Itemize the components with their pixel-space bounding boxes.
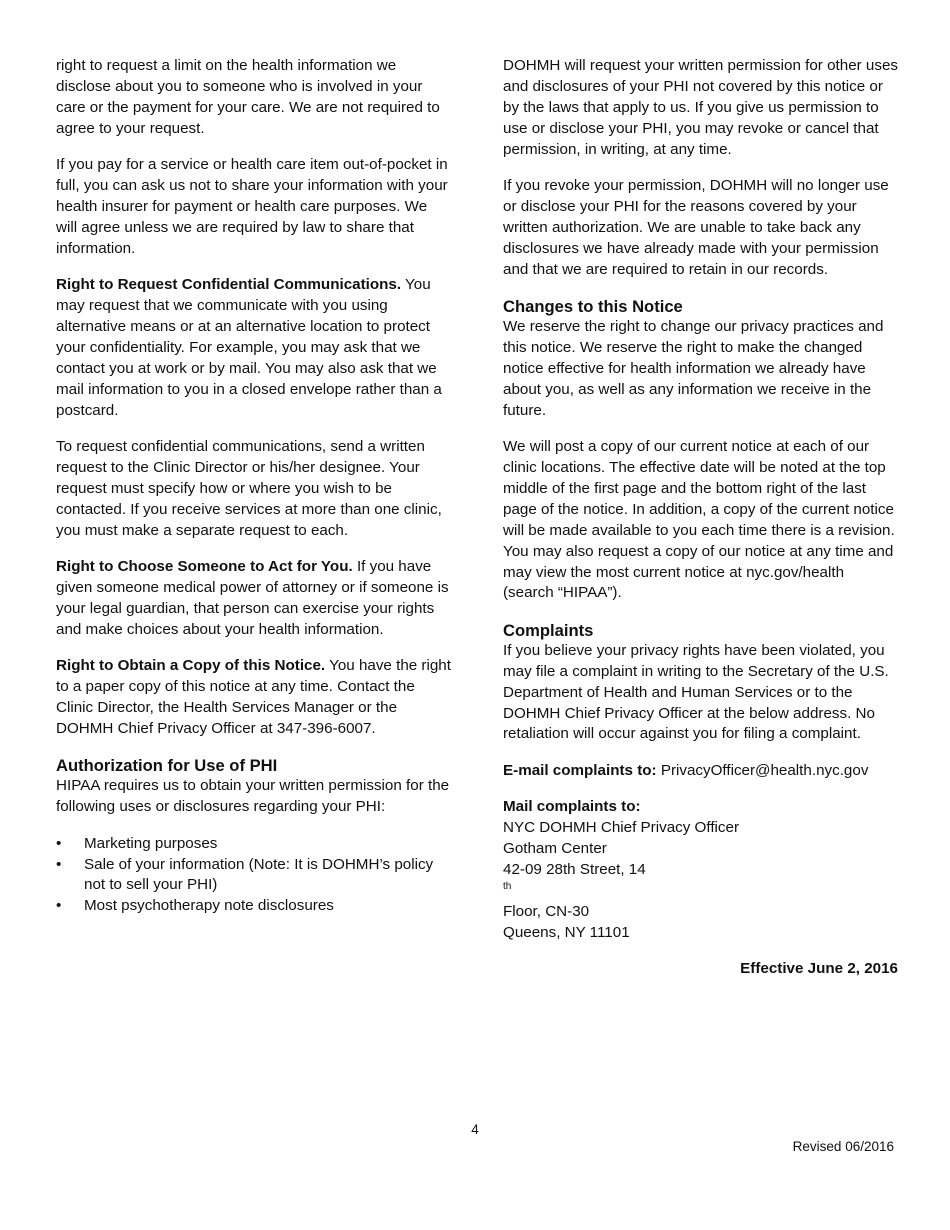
authorization-list xyxy=(56,834,452,918)
authorization-heading: Authorization for Use of PHI xyxy=(56,756,278,776)
authorization-text: HIPAA requires us to obtain your written permission for the following uses or disclosures regarding your PHI: xyxy=(56,777,450,816)
paragraph: We reserve the right to change our privacy practices and this notice. We reserve the right to make the changed notice effective for health information we already have about you, as well as any information we receive in the future. xyxy=(503,318,884,419)
section-text: You have the right to a paper copy of this notice at any time. Contact the Clinic Director, the Health Services Manager or the DOHMH Chief Privacy Officer at 347-396-6007. xyxy=(56,657,451,737)
address-line: Queens, NY 11101 xyxy=(503,923,630,941)
list-item: • Most psychotherapy note disclosures xyxy=(56,896,452,917)
address-line: 42-09 28th Street, 14 $^{th}$ Floor, CN-30 xyxy=(503,861,646,920)
section-text: If you have given someone medical power of attorney or if someone is your legal guardian, that person can exercise your rights and make choices about your health information. xyxy=(56,558,449,638)
choose-someone-section xyxy=(56,557,452,641)
address-line: NYC DOHMH Chief Privacy Officer xyxy=(503,819,740,837)
page-number: 4 xyxy=(471,1122,479,1137)
email-label: E-mail complaints to: xyxy=(503,761,657,779)
right-column xyxy=(503,56,898,980)
obtain-copy-section xyxy=(56,656,452,740)
section-heading: Right to Choose Someone to Act for You. xyxy=(56,558,353,576)
complaints-heading: Complaints xyxy=(503,620,594,640)
effective-date: Effective June 2, 2016 xyxy=(740,960,898,978)
bullet-icon: • xyxy=(56,834,62,852)
complaints-text: If you believe your privacy rights have been violated, you may file a complaint in writing to the Secretary of the U.S. Department of Health and Human Services or to the DOHMH Chief Privacy Officer at the below address. No retaliation will occur against you for filing a complaint. xyxy=(503,641,889,743)
paragraph: DOHMH will request your written permission for other uses and disclosures of your PHI not covered by this notice or by the laws that apply to us. If you give us permission to use or disclose your PHI, you may revoke or cancel that permission, in writing, at any time. xyxy=(503,57,899,158)
paragraph: We will post a copy of our current notice at each of our clinic locations. The effective date will be noted at the top middle of the first page and the bottom right of the last page of the notice. In addition, a copy of the current notice will be made available to you each time there is a revision. You may also request a copy of our notice at any time and may view the most current notice at nyc.gov/health (search “HIPAA”). xyxy=(503,438,895,602)
paragraph: If you revoke your permission, DOHMH will no longer use or disclose your PHI for the reasons covered by your written authorization. We are unable to take back any disclosures we have already made with your permission and that we are required to retain in our records. xyxy=(503,177,889,278)
list-item: • Marketing purposes xyxy=(56,834,452,855)
section-heading: Right to Request Confidential Communications. xyxy=(56,276,402,294)
email-address: PrivacyOfficer@health.nyc.gov xyxy=(656,761,869,779)
email-complaints xyxy=(503,761,898,782)
paragraph: To request confidential communications, send a written request to the Clinic Director or his/her designee. Your request must specify how or where you wish to be contacted. If you receive services at more than one clinic, you must make a separate request to each. xyxy=(56,438,442,539)
section-heading: Right to Obtain a Copy of this Notice. xyxy=(56,657,326,675)
bullet-icon: • xyxy=(56,897,62,915)
paragraph: right to request a limit on the health information we disclose about you to someone who is involved in your care or the payment for your care. We are not required to agree to your request. xyxy=(56,57,440,137)
address-line: Gotham Center xyxy=(503,840,607,858)
confidential-communications-section xyxy=(56,275,452,421)
changes-heading: Changes to this Notice xyxy=(503,297,683,317)
left-column xyxy=(56,56,452,917)
mail-label: Mail complaints to: xyxy=(503,798,641,816)
mailing-address xyxy=(503,797,898,943)
section-text: You may request that we communicate with you using alternative means or at an alternative location to protect your confidentiality. For example, you may ask that we contact you at work or by mail. You may also ask that we mail information to you in a closed envelope rather than a postcard. xyxy=(56,276,442,419)
revised-date: Revised 06/2016 xyxy=(792,1139,894,1154)
bullet-icon: • xyxy=(56,855,62,873)
paragraph: If you pay for a service or health care item out-of-pocket in full, you can ask us not to share your information with your health insurer for payment or health care purposes. We will agree unless we are required by law to share that information. xyxy=(56,156,448,257)
list-item: • Sale of your information (Note: It is DOHMH’s policy not to sell your PHI) xyxy=(56,855,434,894)
